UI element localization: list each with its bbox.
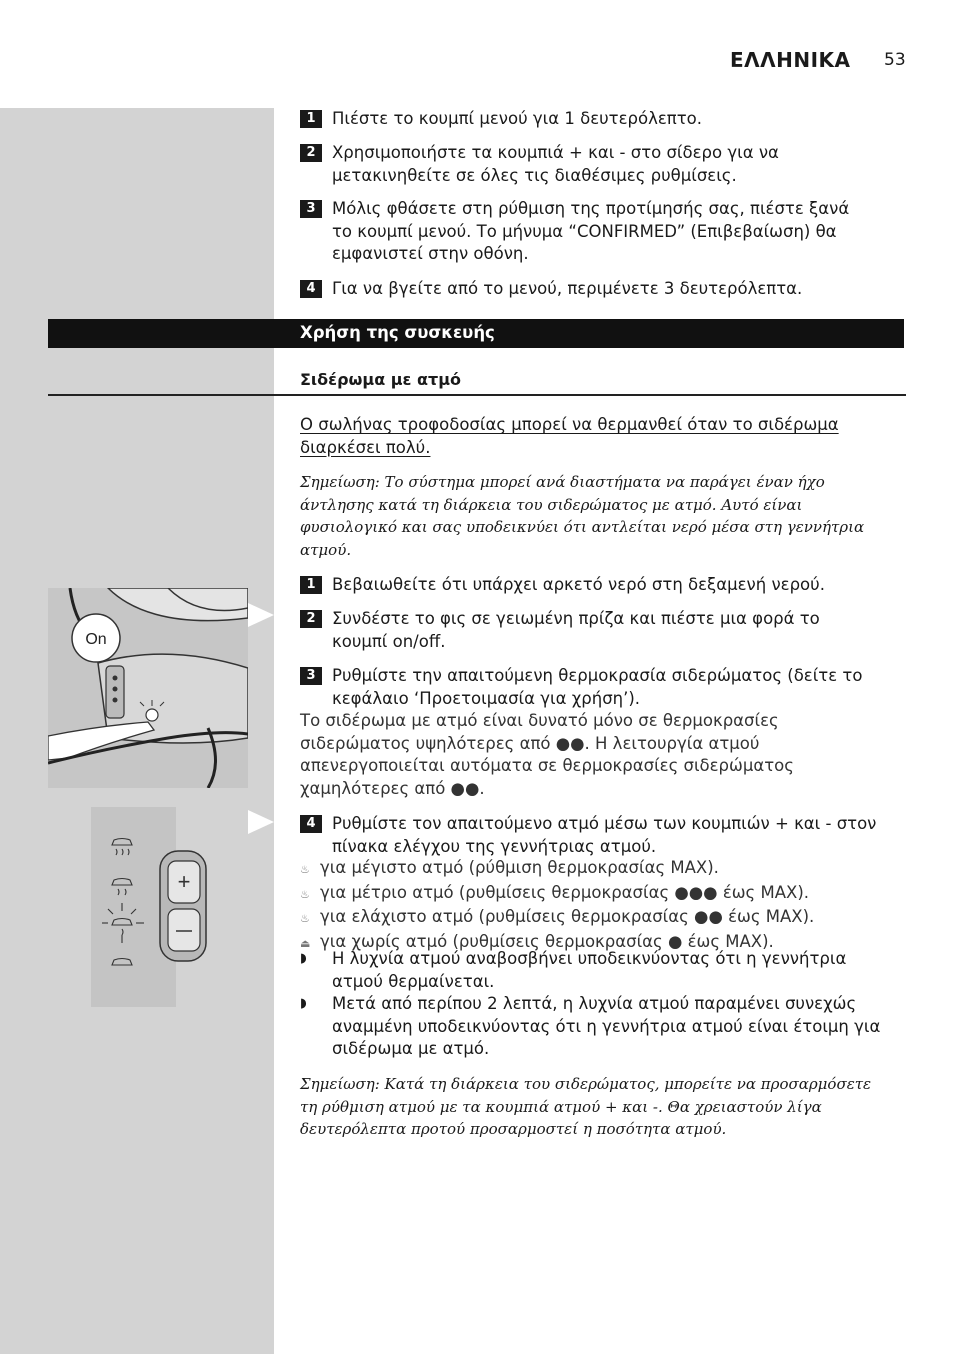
steam-level-max [300,857,904,882]
page-number: 53 [884,50,906,70]
triangle-bullet-icon: ◗ [300,996,307,1011]
bullet-text: ατμού θερμαίνεται. [332,971,495,991]
step-text: Ρυθμίστε την απαιτούμενη θερμοκρασία σιδερώματος (δείτε το [332,666,863,685]
illustration-on-button [48,588,248,788]
step-number: 3 [300,667,322,685]
steam-step-4 [300,813,904,858]
step-text: πίνακα ελέγχου της γεννήτριας ατμού. [332,836,657,856]
step-text: Πιέστε το κουμπί μενού για 1 δευτερόλεπτο. [332,109,702,128]
menu-step-2 [300,142,904,187]
steam-level-min [300,906,904,931]
steam-step-2 [300,608,904,653]
note-line: τη ρύθμιση ατμού με τα κουμπιά ατμού + και -. Θα χρειαστούν λίγα [300,1097,822,1116]
step-text: Χρησιμοποιήστε τα κουμπιά + και - στο σίδερο για να [332,143,779,162]
section-title: Χρήση της συσκευής [300,323,495,342]
step-number: 2 [300,610,322,628]
step-text: κεφάλαιο ‘Προετοιμασία για χρήση’). [332,688,641,708]
step-text: το κουμπί μενού. Το μήνυμα “CONFIRMED” (Επιβεβαίωση) θα [332,221,837,241]
note-line: Σημείωση: Κατά τη διάρκεια του σιδερώματος, μπορείτε να προσαρμόσετε [300,1075,872,1093]
warning-line: διαρκέσει πολύ. [300,437,431,457]
note-line: φυσιολογικό και σας υποδεικνύει ότι αντλείται νερό μέσα στη γεννήτρια [300,518,865,536]
callout-pointer [248,810,274,834]
note-line: ατμού. [300,540,352,559]
steam-level-text: για ελάχιστο ατμό (ρυθμίσεις θερμοκρασίας ●● έως MAX). [320,907,815,926]
step-3-info [300,710,904,800]
menu-step-1 [300,108,904,131]
svg-text:+: + [177,869,191,894]
step-number: 3 [300,200,322,218]
steam-level-text: για μέγιστο ατμό (ρύθμιση θερμοκρασίας MAX). [320,858,719,877]
bullet-2 [300,993,904,1061]
steam-step-1 [300,574,904,597]
note-line: δευτερόλεπτα προτού προσαρμοστεί η ποσότητα ατμού. [300,1120,727,1138]
illustration-on-svg [48,588,248,788]
steam-iron-icon: ♨ [300,863,310,876]
steam-iron-icon: ♨ [300,912,310,925]
on-label: On [85,631,107,648]
info-line: Το σιδέρωμα με ατμό είναι δυνατό μόνο σε θερμοκρασίες [300,711,779,730]
steam-panel-svg [48,807,248,1007]
menu-step-4 [300,278,904,301]
steam-level-medium [300,882,904,907]
bullet-text: σιδέρωμα με ατμό. [332,1039,490,1058]
section-header-bar [48,319,904,348]
info-line: σιδερώματος υψηλότερες από ●●. Η λειτουργία ατμού [300,733,760,753]
steam-step-3 [300,665,904,710]
steam-iron-icon: ♨ [300,887,310,901]
steam-levels [300,857,904,955]
subsection-title: Σιδέρωμα με ατμό [300,370,461,389]
bullet-text: Η λυχνία ατμού αναβοσβήνει υποδεικνύοντας ότι η γεννήτρια [332,949,847,968]
step-number: 1 [300,110,322,128]
warning-line: Ο σωλήνας τροφοδοσίας μπορεί να θερμανθεί όταν το σιδέρωμα [300,415,839,434]
note-line: άντλησης κατά τη διάρκεια του σιδερώματος με ατμό. Αυτό είναι [300,495,803,514]
note-1 [300,471,904,561]
iron-icon: ⏏ [300,936,311,950]
illustration-steam-panel [48,807,248,1007]
bullet-text: αναμμένη υποδεικνύοντας ότι η γεννήτρια ατμού είναι έτοιμη για [332,1016,881,1036]
bullet-text: Μετά από περίπου 2 λεπτά, η λυχνία ατμού παραμένει συνεχώς [332,994,857,1013]
bullet-1 [300,948,904,993]
step-text: Βεβαιωθείτε ότι υπάρχει αρκετό νερό στη δεξαμενή νερού. [332,575,825,594]
step-number: 4 [300,815,322,833]
menu-step-3 [300,198,904,266]
note-2 [300,1073,904,1141]
step-text: Συνδέστε το φις σε γειωμένη πρίζα και πιέστε μια φορά το [332,609,820,628]
step-number: 2 [300,144,322,162]
step-text: κουμπί on/off. [332,631,446,651]
header-language: ΕΛΛΗΝΙΚΑ [730,48,851,72]
step-text: Για να βγείτε από το μενού, περιμένετε 3 δευτερόλεπτα. [332,279,803,298]
step-text: εμφανιστεί στην οθόνη. [332,244,529,263]
step-number: 4 [300,280,322,298]
step-text: Μόλις φθάσετε στη ρύθμιση της προτίμησής σας, πιέστε ξανά [332,199,850,218]
triangle-bullet-icon: ◗ [300,951,307,966]
step-text: Ρυθμίστε τον απαιτούμενο ατμό μέσω των κουμπιών + και - στον [332,814,877,833]
step-text: μετακινηθείτε σε όλες τις διαθέσιμες ρυθμίσεις. [332,165,737,185]
steam-level-text: για μέτριο ατμό (ρυθμίσεις θερμοκρασίας ●●● έως MAX). [320,882,809,902]
warning-text [300,414,904,459]
callout-pointer [248,603,274,627]
info-line: χαμηλότερες από ●●. [300,778,485,798]
steam-level-text: για χωρίς ατμό (ρυθμίσεις θερμοκρασίας ● έως MAX). [320,931,774,951]
info-line: απενεργοποιείται αυτόματα σε θερμοκρασίες σιδερώματος [300,756,794,775]
divider [48,394,906,396]
note-line: Σημείωση: Το σύστημα μπορεί ανά διαστήματα να παράγει έναν ήχο [300,473,825,491]
step-number: 1 [300,576,322,594]
